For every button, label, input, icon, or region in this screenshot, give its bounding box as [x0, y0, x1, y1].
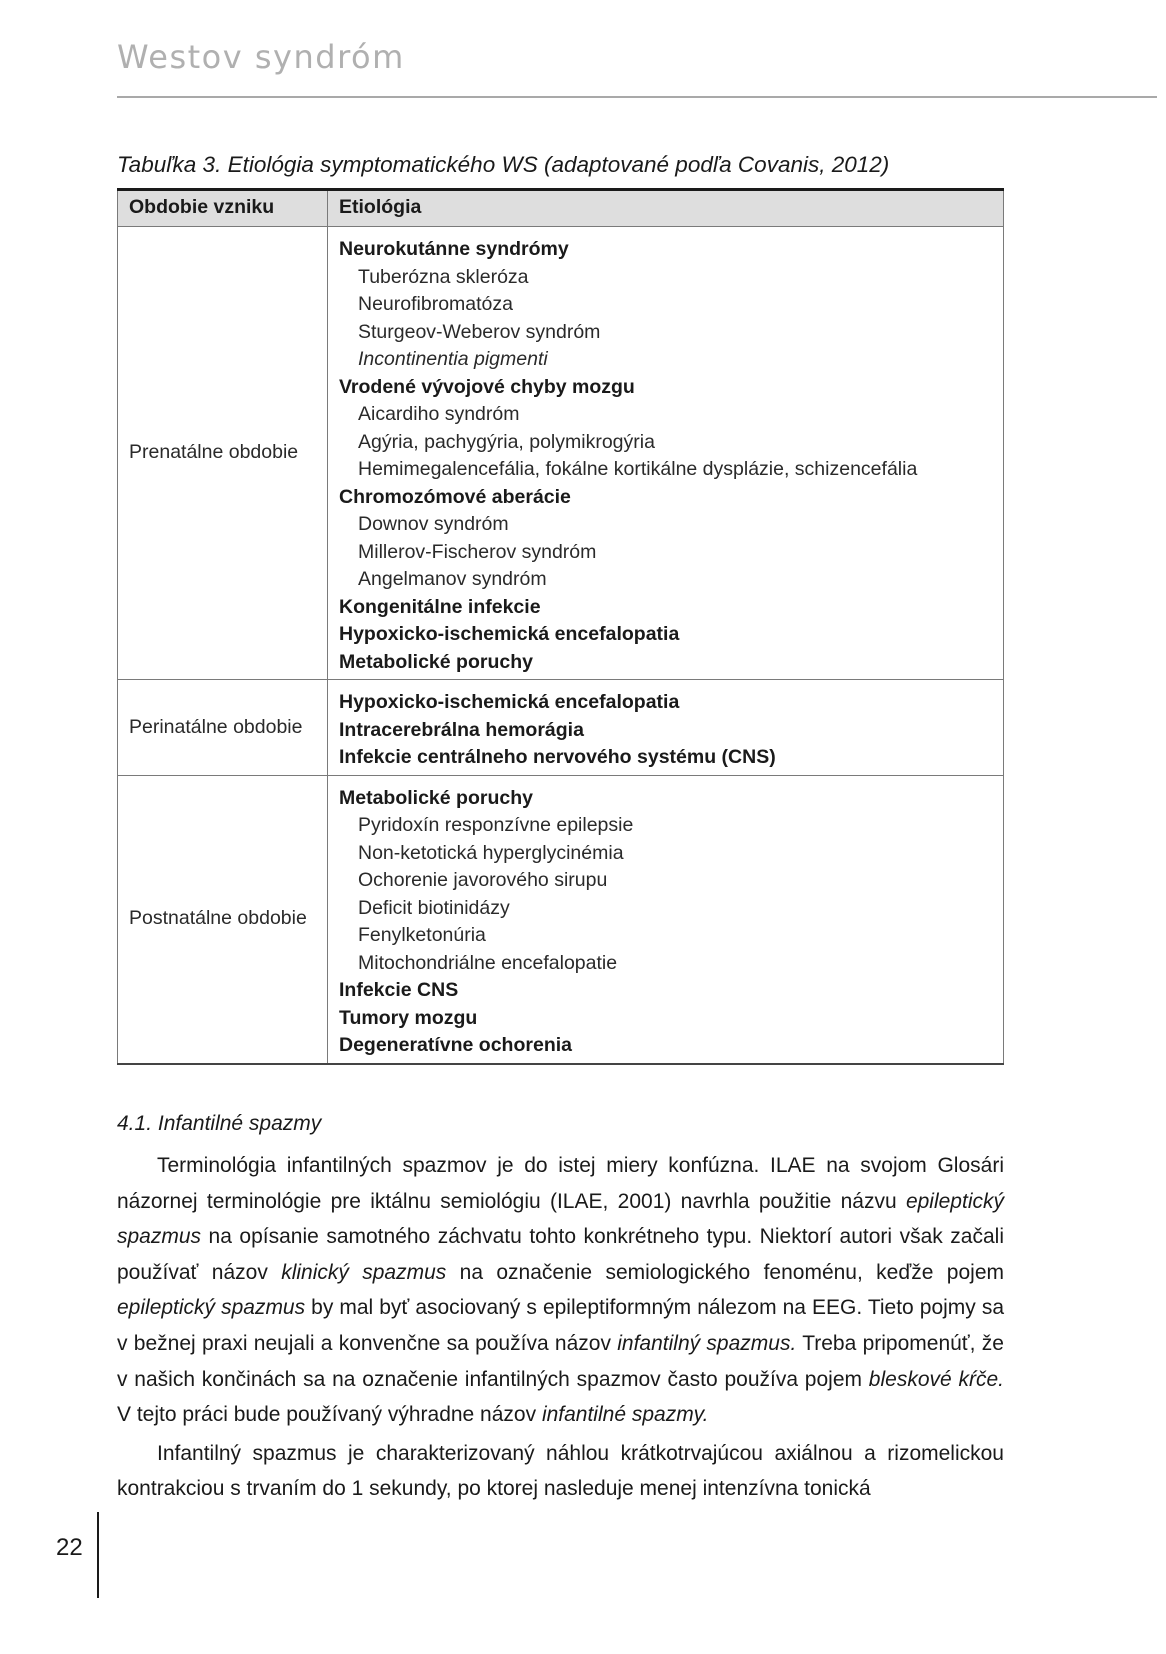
- etiology-item: Hemimegalencefália, fokálne kortikálne dysplázie, schizencefália: [358, 458, 918, 480]
- italic-term: bleskové kŕče.: [868, 1367, 1004, 1391]
- table-header-row: [118, 190, 1004, 227]
- etiology-category: Hypoxicko-ischemická encefalopatia: [339, 691, 680, 713]
- etiology-category: Metabolické poruchy: [339, 650, 533, 673]
- header-etiology: Etiológia: [328, 190, 1004, 227]
- etiology-item: Mitochondriálne encefalopatie: [358, 951, 618, 974]
- etiology-item: Deficit biotinidázy: [358, 896, 510, 919]
- table-row: [118, 680, 1004, 776]
- etiology-cell: [328, 680, 1004, 776]
- etiology-category: Vrodené vývojové chyby mozgu: [339, 375, 635, 398]
- etiology-item: Millerov-Fischerov syndróm: [358, 540, 597, 563]
- etiology-item: Non-ketotická hyperglycinémia: [358, 841, 624, 864]
- etiology-item: Aicardiho syndróm: [358, 403, 520, 425]
- text-run: V tejto práci bude používaný výhradne názov: [117, 1403, 542, 1427]
- etiology-category: Metabolické poruchy: [339, 786, 533, 809]
- etiology-category: Tumory mozgu: [339, 1006, 478, 1029]
- period-cell: Perinatálne obdobie: [118, 680, 328, 776]
- etiology-item: Sturgeov-Weberov syndróm: [358, 320, 601, 343]
- table-row: [118, 775, 1004, 1064]
- etiology-item: Agýria, pachygýria, polymikrogýria: [358, 430, 655, 453]
- italic-term: klinický spazmus: [281, 1260, 447, 1284]
- section-heading: 4.1. Infantilné spazmy: [117, 1112, 322, 1135]
- etiology-cell: [328, 775, 1004, 1064]
- italic-term: epileptický spazmus: [117, 1189, 1004, 1249]
- etiology-item: Fenylketonúria: [358, 924, 486, 946]
- etiology-category: Infekcie centrálneho nervového systému (CNS): [339, 746, 776, 768]
- etiology-category: Intracerebrálna hemorágia: [339, 718, 584, 741]
- etiology-category: Infekcie CNS: [339, 979, 459, 1001]
- text-run: na opísanie samotného záchvatu tohto konkrétneho typu. Niektorí autori však začali používať názov: [117, 1225, 1004, 1284]
- etiology-item: Tuberózna skleróza: [358, 265, 529, 288]
- etiology-cell: [328, 227, 1004, 680]
- etiology-item: Angelmanov syndróm: [358, 568, 547, 590]
- header-rule: [117, 96, 1157, 98]
- page-number-rule: [97, 1512, 99, 1598]
- etiology-category: Degeneratívne ochorenia: [339, 1034, 572, 1056]
- page-number: 22: [56, 1534, 83, 1561]
- running-header: Westov syndróm: [117, 38, 405, 76]
- etiology-category: Kongenitálne infekcie: [339, 595, 541, 618]
- etiology-category: Chromozómové aberácie: [339, 485, 571, 508]
- text-run: na označenie semiologického fenoménu, keďže pojem: [446, 1260, 1004, 1284]
- text-run: Infantilný spazmus je charakterizovaný náhlou krátkotrvajúcou axiálnou a rizomelickou kontrakciou s trvaním do 1 sekundy, po ktorej nasleduje menej intenzívna tonická: [117, 1441, 1004, 1501]
- etiology-item: Incontinentia pigmenti: [358, 348, 548, 370]
- table-row: [118, 227, 1004, 680]
- etiology-category: Hypoxicko-ischemická encefalopatia: [339, 623, 680, 645]
- body-paragraph: [117, 1436, 1004, 1507]
- etiology-item: Ochorenie javorového sirupu: [358, 869, 608, 891]
- etiology-table: [117, 188, 1004, 1065]
- body-paragraph: [117, 1148, 1004, 1433]
- italic-term: infantilný spazmus.: [617, 1331, 797, 1355]
- text-run: by mal byť asociovaný s epileptiformným nálezom na EEG. Tieto pojmy sa v bežnej praxi neujali a konvenčne sa používa názov: [117, 1296, 1004, 1355]
- etiology-item: Downov syndróm: [358, 513, 509, 535]
- text-run: Treba pripomenúť, že v našich končinách sa na označenie infantilných spazmov často používa pojem: [117, 1331, 1004, 1391]
- text-run: Terminológia infantilných spazmov je do istej miery konfúzna. ILAE na svojom Glosári názornej terminológie pre iktálnu semiológiu (ILAE, 2001) navrhla použitie názvu: [117, 1154, 1004, 1213]
- italic-term: epileptický spazmus: [117, 1296, 306, 1320]
- period-cell: Postnatálne obdobie: [118, 775, 328, 1064]
- table-caption: Tabuľka 3. Etiológia symptomatického WS (adaptované podľa Covanis, 2012): [117, 152, 890, 177]
- etiology-category: Neurokutánne syndrómy: [339, 238, 569, 260]
- etiology-item: Pyridoxín responzívne epilepsie: [358, 814, 634, 836]
- period-cell: Prenatálne obdobie: [118, 227, 328, 680]
- body-text: [117, 1148, 1004, 1510]
- etiology-item: Neurofibromatóza: [358, 293, 513, 315]
- header-period: Obdobie vzniku: [118, 190, 328, 227]
- italic-term: infantilné spazmy.: [541, 1403, 709, 1427]
